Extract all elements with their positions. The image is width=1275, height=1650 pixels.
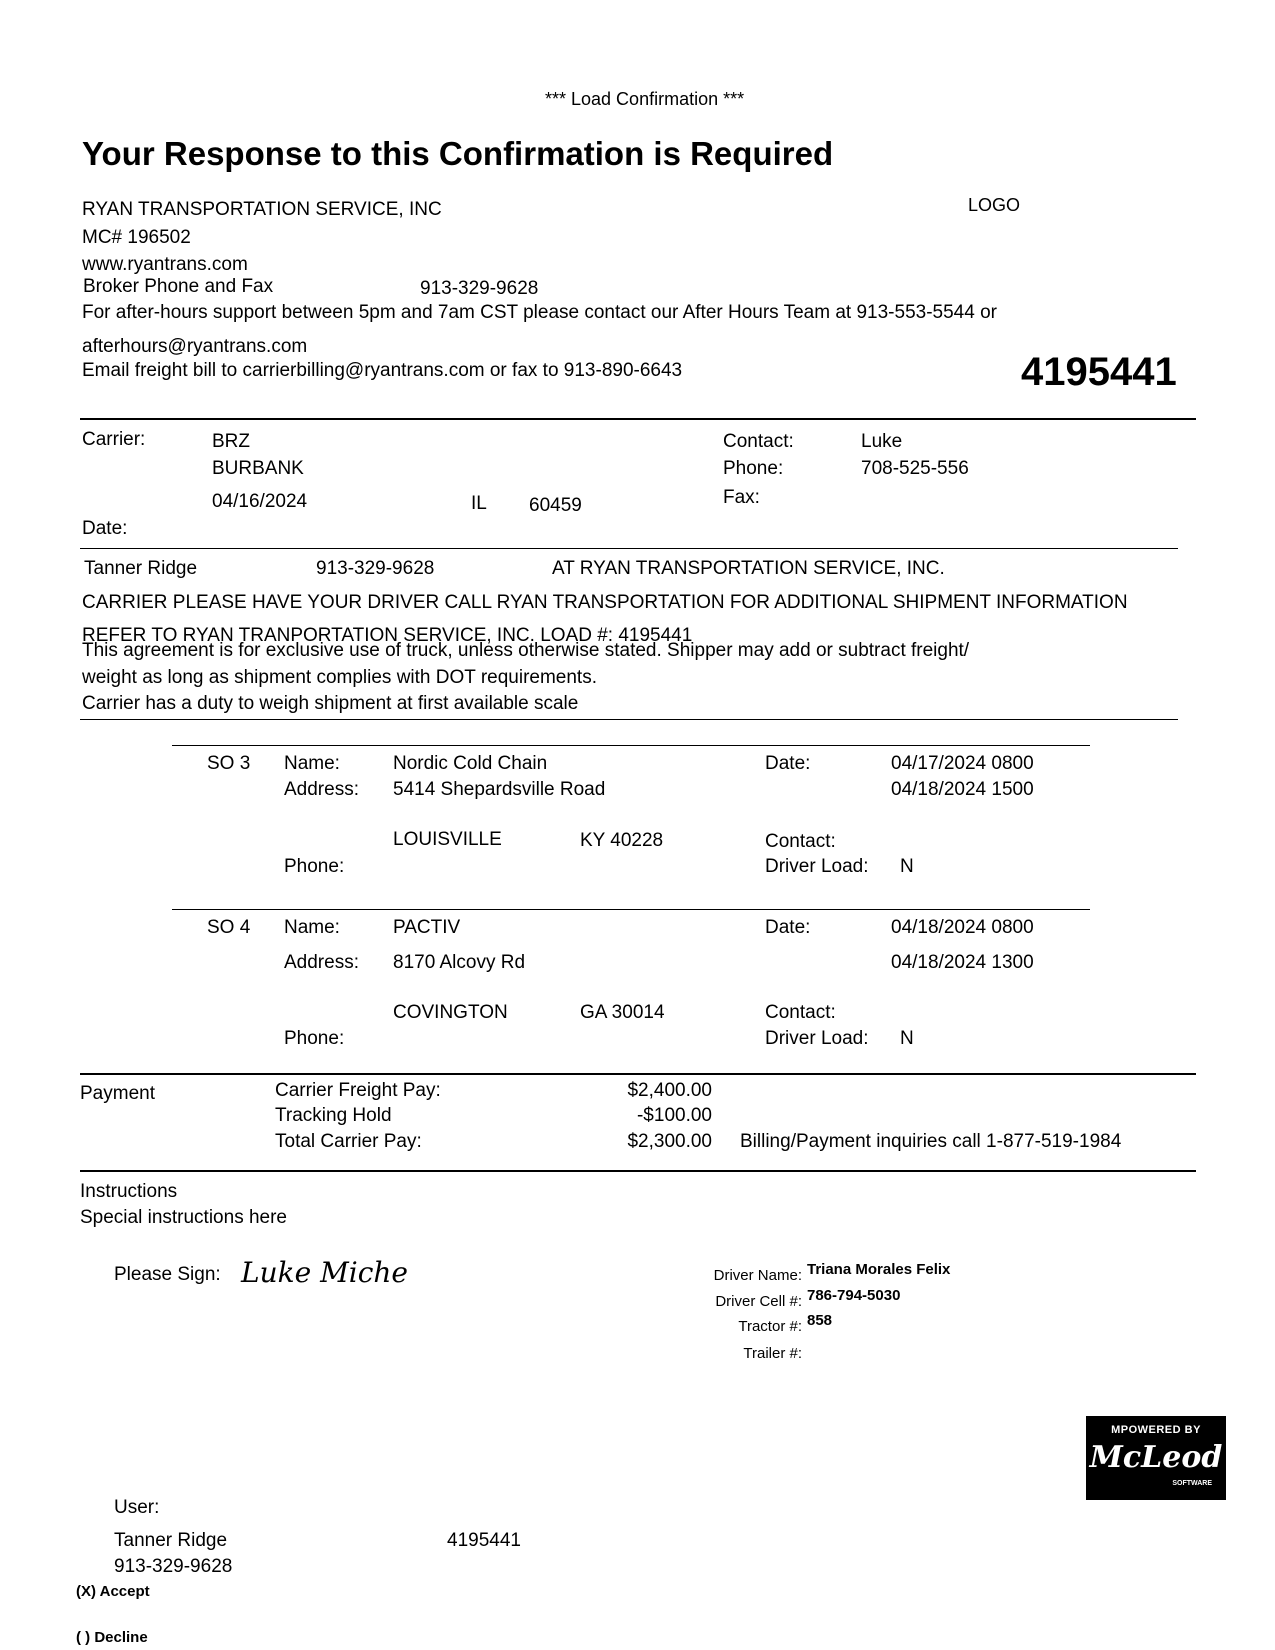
agreement-line-2: weight as long as shipment complies with DOT requirements.	[82, 667, 597, 688]
please-sign-label: Please Sign:	[114, 1264, 221, 1285]
tractor-label: Tractor #:	[738, 1318, 802, 1335]
stop-date-start: 04/17/2024 0800	[891, 753, 1034, 774]
after-hours-line-1: For after-hours support between 5pm and 7am CST please contact our After Hours Team at 913-553-5544 or	[82, 302, 997, 323]
mcleod-brand: McLeod	[1089, 1440, 1223, 1475]
tractor-number: 858	[807, 1312, 833, 1329]
freight-pay-label: Carrier Freight Pay:	[275, 1080, 441, 1101]
carrier-name: BRZ	[212, 431, 250, 452]
stop-address: 8170 Alcovy Rd	[393, 952, 526, 973]
broker-phone-fax-label: Broker Phone and Fax	[83, 276, 274, 297]
divider	[80, 548, 1178, 549]
stop-divider	[172, 745, 1090, 746]
stop-city: LOUISVILLE	[393, 829, 502, 850]
freight-pay-value: $2,400.00	[627, 1080, 712, 1101]
stop-driver-load: N	[900, 856, 914, 877]
broker-mc: MC# 196502	[82, 227, 191, 248]
payment-label: Payment	[80, 1083, 155, 1104]
agreement-line-1: This agreement is for exclusive use of truck, unless otherwise stated. Shipper may add or subtract freight/	[82, 640, 970, 661]
stop-contact-label: Contact:	[765, 1002, 836, 1023]
divider	[80, 1073, 1196, 1075]
stop-date-end: 04/18/2024 1300	[891, 952, 1034, 973]
weigh-notice: Carrier has a duty to weigh shipment at first available scale	[82, 693, 579, 714]
carrier-zip: 60459	[529, 495, 582, 516]
signature[interactable]: Luke Miche	[241, 1256, 408, 1289]
load-number: 4195441	[1021, 350, 1177, 394]
user-phone: 913-329-9628	[114, 1556, 233, 1577]
total-pay-label: Total Carrier Pay:	[275, 1131, 422, 1152]
stop-phone-label: Phone:	[284, 856, 345, 877]
stop-id: SO 4	[207, 917, 251, 938]
instructions-text: Special instructions here	[80, 1207, 287, 1228]
divider	[80, 719, 1178, 720]
driver-name-label: Driver Name:	[713, 1267, 802, 1284]
stop-id: SO 3	[207, 753, 251, 774]
carrier-phone: 708-525-556	[861, 458, 969, 479]
accept-option[interactable]: (X) Accept	[76, 1583, 150, 1600]
stop-phone-label: Phone:	[284, 1028, 345, 1049]
after-hours-email[interactable]: afterhours@ryantrans.com	[82, 336, 308, 357]
stop-divider	[172, 909, 1090, 910]
rep-name: Tanner Ridge	[84, 558, 198, 579]
carrier-state: IL	[471, 493, 487, 514]
page-title: Your Response to this Confirmation is Required	[82, 135, 834, 172]
stop-name-label: Name:	[284, 917, 340, 938]
stop-date-start: 04/18/2024 0800	[891, 917, 1034, 938]
divider	[80, 1170, 1196, 1172]
decline-option[interactable]: ( ) Decline	[76, 1629, 148, 1646]
mcleod-logo	[1086, 1416, 1226, 1500]
rep-company: AT RYAN TRANSPORTATION SERVICE, INC.	[552, 558, 945, 579]
broker-website[interactable]: www.ryantrans.com	[82, 254, 248, 275]
carrier-date: 04/16/2024	[212, 491, 308, 512]
logo-placeholder: LOGO	[968, 195, 1021, 215]
broker-company: RYAN TRANSPORTATION SERVICE, INC	[82, 199, 442, 220]
stop-address: 5414 Shepardsville Road	[393, 779, 606, 800]
tracking-hold-label: Tracking Hold	[275, 1105, 392, 1126]
mcleod-software: SOFTWARE	[1172, 1480, 1212, 1487]
rep-phone: 913-329-9628	[316, 558, 435, 579]
stop-address-label: Address:	[284, 779, 359, 800]
divider	[80, 418, 1196, 420]
driver-call-notice: CARRIER PLEASE HAVE YOUR DRIVER CALL RYAN TRANSPORTATION FOR ADDITIONAL SHIPMENT INFORMATION	[82, 592, 1128, 613]
driver-cell: 786-794-5030	[807, 1287, 901, 1304]
powered-by-text: MPOWERED BY	[1111, 1424, 1201, 1436]
stop-driver-load: N	[900, 1028, 914, 1049]
stop-contact-label: Contact:	[765, 831, 836, 852]
stop-date-label: Date:	[765, 753, 811, 774]
fax-label: Fax:	[723, 487, 760, 508]
stop-driver-load-label: Driver Load:	[765, 1028, 869, 1049]
stop-driver-load-label: Driver Load:	[765, 856, 869, 877]
stop-state-zip: KY 40228	[580, 830, 664, 851]
phone-label: Phone:	[723, 458, 784, 479]
contact-label: Contact:	[723, 431, 794, 452]
footer-load-number: 4195441	[447, 1530, 521, 1551]
billing-email-line: Email freight bill to carrierbilling@ryantrans.com or fax to 913-890-6643	[82, 360, 683, 381]
stop-date-label: Date:	[765, 917, 811, 938]
stop-name: Nordic Cold Chain	[393, 753, 548, 774]
billing-inquiries: Billing/Payment inquiries call 1-877-519-1984	[740, 1131, 1122, 1152]
date-label: Date:	[82, 518, 128, 539]
total-pay-value: $2,300.00	[627, 1131, 712, 1152]
user-label: User:	[114, 1497, 160, 1518]
driver-cell-label: Driver Cell #:	[715, 1293, 802, 1310]
carrier-contact: Luke	[861, 431, 903, 452]
stop-name-label: Name:	[284, 753, 340, 774]
refer-load-notice: REFER TO RYAN TRANPORTATION SERVICE, INC. LOAD #: 4195441	[82, 625, 693, 646]
trailer-label: Trailer #:	[743, 1345, 802, 1362]
load-confirmation-banner: *** Load Confirmation ***	[545, 89, 745, 109]
driver-name: Triana Morales Felix	[807, 1261, 951, 1278]
carrier-city: BURBANK	[212, 458, 304, 479]
stop-address-label: Address:	[284, 952, 359, 973]
stop-date-end: 04/18/2024 1500	[891, 779, 1034, 800]
tracking-hold-value: -$100.00	[636, 1105, 712, 1126]
stop-city: COVINGTON	[393, 1002, 508, 1023]
user-name: Tanner Ridge	[114, 1530, 228, 1551]
stop-state-zip: GA 30014	[580, 1002, 665, 1023]
carrier-label: Carrier:	[82, 429, 146, 450]
broker-phone-fax: 913-329-9628	[420, 278, 539, 299]
stop-name: PACTIV	[393, 917, 461, 938]
instructions-label: Instructions	[80, 1181, 178, 1202]
